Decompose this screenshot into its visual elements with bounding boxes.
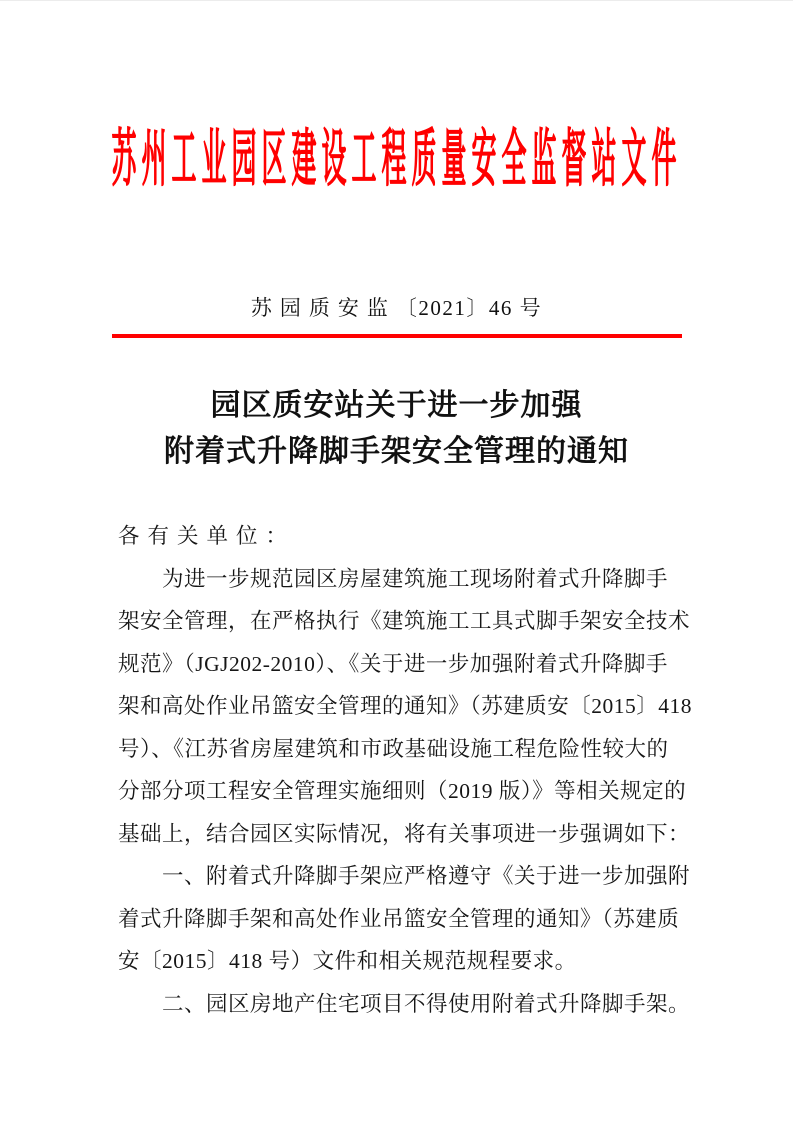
salutation-line: 各有关单位：: [118, 524, 296, 548]
document-number-issue-ref: 〔2021〕46 号: [395, 296, 543, 320]
issuing-agency-banner-text: 苏州工业园区建设工程质量安全监督站文件: [111, 127, 682, 195]
body-line-6: 分部分项工程安全管理实施细则（2019 版）》等相关规定的: [118, 779, 687, 803]
body-line-4: 架和高处作业吊篮安全管理的通知》（苏建质安〔2015〕418: [118, 694, 693, 718]
body-line-1: 为进一步规范园区房屋建筑施工现场附着式升降脚手: [162, 566, 669, 591]
document-number: [0, 292, 793, 322]
document-title-line1: 园区质安站关于进一步加强: [210, 389, 583, 422]
red-header-banner: [0, 113, 793, 197]
body-line-10: 安〔2015〕418 号）文件和相关规范规程要求。: [118, 949, 577, 973]
body-line-2: 架安全管理，在严格执行《建筑施工工具式脚手架安全技术: [118, 609, 691, 633]
body-line-7: 基础上，结合园区实际情况，将有关事项进一步强调如下：: [118, 821, 691, 846]
document-title: [0, 383, 793, 475]
red-divider-line: [112, 334, 682, 338]
document-title-line2: 附着式升降脚手架安全管理的通知: [164, 435, 629, 468]
body-line-3: 规范》（JGJ202-2010）、《关于进一步加强附着式升降脚手: [118, 651, 668, 676]
body-line-9: 着式升降脚手架和高处作业吊篮安全管理的通知》（苏建质: [118, 906, 680, 931]
document-body: [118, 515, 693, 1025]
body-line-5: 号）、《江苏省房屋建筑和市政基础设施工程危险性较大的: [118, 736, 669, 761]
document-number-agency-code: 苏园质安监: [250, 296, 396, 320]
body-line-8: 一、附着式升降脚手架应严格遵守《关于进一步加强附: [162, 864, 691, 888]
body-line-11: 二、园区房地产住宅项目不得使用附着式升降脚手架。: [162, 991, 691, 1016]
